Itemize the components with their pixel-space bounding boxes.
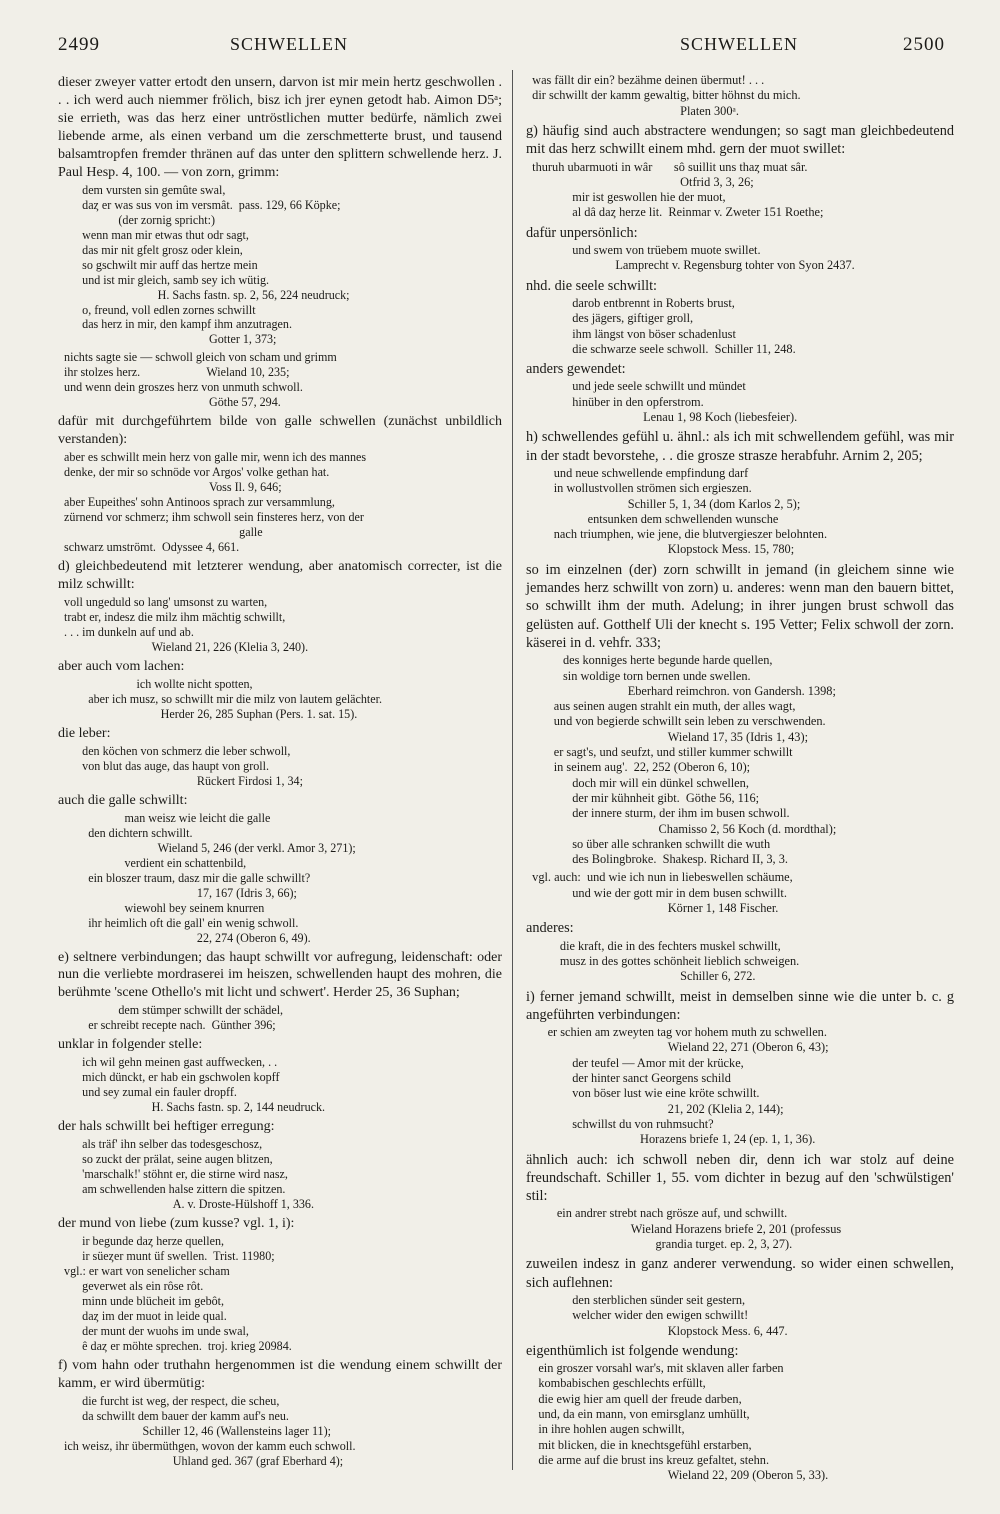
citation-block: ein andrer strebt nach grösze auf, und schwillt. Wieland Horazens briefe 2, 201 (professus grandia turget. ep. 2, 3, 27).: [556, 1206, 842, 1252]
citation-block: und neue schwellende empfindung darf in wollustvollen strömen sich ergieszen. Schiller 5, 1, 34 (dom Karlos 2, 5); entsunken dem schwellenden wunsche nach triumphen, wie jene, die blutvergieszer belohnten. Klopstock Mess. 15, 780;: [553, 465, 828, 557]
entry-paragraph: zuweilen indesz in ganz anderer verwendung. so wider einen schwellen, sich auflehnen:: [526, 1256, 954, 1291]
right-page-number: 2500: [903, 34, 945, 55]
citation-block: ein groszer vorsahl war's, mit sklaven aller farben kombabischen geschlechts erfüllt, die ewig hier am quell der freude darben, und, da ein mann, von emirsglanz umhüllt, in ihre hohlen augen schwillt, mit blicken, die in knechtsgefühl erstarben, die arme auf die brust ins kreuz gefaltet, stehn. Wieland 22, 209 (Oberon 5, 33).: [538, 1361, 829, 1483]
entry-paragraph: aber auch vom lachen:: [58, 658, 185, 674]
left-running-title: SCHWELLEN: [230, 34, 348, 54]
entry-paragraph: h) schwellendes gefühl u. ähnl.: als ich mit schwellendem gefühl, was mir in der stadt bevorstehe, . . die grosze strasze herabfuhr. Arnim 2, 205;: [526, 429, 954, 464]
citation-block: und swem von trüebem muote swillet. Lamprecht v. Regensburg tohter von Syon 2437.: [572, 243, 855, 273]
entry-paragraph: so im einzelnen (der) zorn schwillt in jemand (in gleichem sinne wie jemandes herz schwillt von zorn) u. anderes: wenn man den bauern bittet, so schwillt ihm der muth. Adelung; in ihrer jungen brust schwoll das gelüsten auf. Gotthelf Uli der knecht s. 195 Vetter; Felix schwoll der zorn. käserei in d. vehfr. 333;: [526, 561, 954, 651]
citation-block: dem stümper schwillt der schädel, er schreibt recepte nach. Günther 396;: [88, 1003, 284, 1033]
entry-paragraph: nhd. die seele schwillt:: [526, 277, 658, 294]
left-column: [58, 72, 502, 1472]
entry-paragraph: der hals schwillt bei heftiger erregung:: [58, 1119, 275, 1135]
citation-block: den köchen von schmerz die leber schwoll, von blut das auge, das haupt von groll. Rückert Firdosi 1, 34;: [82, 743, 303, 788]
entry-paragraph: f) vom hahn oder truthahn hergenommen ist die wendung einem schwillt der kamm, er wird übermütig:: [58, 1357, 502, 1391]
entry-paragraph: anders gewendet:: [526, 361, 626, 378]
citation-block: dem vursten sin gemûte swal, daȥ er was sus von im versmât. pass. 129, 66 Köpke; (der zornig spricht:) wenn man mir etwas thut odr sagt, das mir nit gfelt grosz oder klein, so gschwilt mir auff das hertze mein und ist mir gleich, samb sey ich wütig. H. Sachs fastn. sp. 2, 56, 224 neudruck; o, freund, voll edlen zornes schwillt das herz in mir, den kampf ihm anzutragen. Gotter 1, 373;: [82, 182, 350, 347]
entry-paragraph: dafür mit durchgeführtem bilde von galle schwellen (zunächst unbildlich verstanden):: [58, 414, 502, 448]
right-running-title: SCHWELLEN: [680, 34, 798, 54]
entry-paragraph: der mund von liebe (zum kusse? vgl. 1, i):: [58, 1216, 295, 1232]
entry-paragraph: anderes:: [526, 920, 574, 937]
citation-block: des konniges herte begunde harde quellen, sin woldige torn bernen unde swellen. Eberhard reimchron. von Gandersh. 1398; aus seinen augen strahlt ein muth, der alles wagt, und von begierde schwillt sein leben zu verschwenden. Wieland 17, 35 (Idris 1, 43); er sagt's, und seufzt, und stiller kummer schwillt in seinem aug'. 22, 252 (Oberon 6, 10); doch mir will ein dünkel schwellen, der mir kühnheit gibt. Göthe 56, 116; der innere sturm, der ihm im busen schwoll. Chamisso 2, 56 Koch (d. mordthal); so über alle schranken schwillt die wuth des Bolingbroke. Shakesp. Richard II, 3, 3.: [553, 653, 837, 867]
citation-block: ir begunde daȥ herze quellen, ir süeȥer munt üf swellen. Trist. 11980; vgl.: er wart von senelicher scham geverwet als ein rôse rôt. minn unde blücheit im gebôt, daȥ im der muot in leide qual. der munt der wuohs im unde swal, ê daȥ er möhte sprechen. troj. krieg 20984.: [64, 1234, 292, 1353]
citation-block: die kraft, die in des fechters muskel schwillt, musz in des gottes schönheit lieblich schweigen. Schiller 6, 272.: [559, 938, 800, 984]
citation-block: man weisz wie leicht die galle den dichtern schwillt. Wieland 5, 246 (der verkl. Amor 3, 271); verdient ein schattenbild, ein bloszer traum, dasz mir die galle schwillt? 17, 167 (Idris 3, 66); wiewohl bey seinem knurren ihr heimlich oft die gall' ein wenig schwoll. 22, 274 (Oberon 6, 49).: [88, 810, 356, 945]
entry-paragraph: eigenthümlich ist folgende wendung:: [526, 1342, 739, 1359]
citation-block: was fällt dir ein? bezähme deinen übermut! . . . dir schwillt der kamm gewaltig, bitter höhnst du mich. Platen 300ᵃ.: [532, 73, 801, 118]
citation-block: die furcht ist weg, der respect, die scheu, da schwillt dem bauer der kamm auf's neu. Schiller 12, 46 (Wallensteins lager 11); ich weisz, ihr übermüthgen, wovon der kamm euch schwoll. Uhland ged. 367 (graf Eberhard 4);: [64, 1393, 356, 1468]
citation-block: voll ungeduld so lang' umsonst zu warten, trabt er, indesz die milz ihm mächtig schwillt, . . . im dunkeln auf und ab. Wieland 21, 226 (Klelia 3, 240).: [64, 595, 309, 654]
citation-block: ich wil gehn meinen gast auffwecken, . . mich dünckt, er hab ein gschwolen kopff und sey zumal ein fauler dropff. H. Sachs fastn. sp. 2, 144 neudruck.: [82, 1055, 326, 1115]
entry-paragraph: i) ferner jemand schwillt, meist in demselben sinne wie die unter b. c. g angeführten verbindungen:: [526, 988, 954, 1023]
citation-block: vgl. auch: und wie ich nun in liebeswellen schäume, und wie der gott mir in dem busen schwillt. Körner 1, 148 Fischer.: [532, 870, 793, 916]
entry-paragraph: ähnlich auch: ich schwoll neben dir, denn ich war stolz auf deine freundschaft. Schiller 1, 55. vom dichter in bezug auf den 'schwülstigen' stil:: [526, 1151, 954, 1205]
citation-block: darob entbrennt in Roberts brust, des jägers, giftiger groll, ihm längst von böser schadenlust die schwarze seele schwoll. Schiller 11, 248.: [572, 295, 796, 356]
citation-block: aber es schwillt mein herz von galle mir, wenn ich des mannes denke, der mir so schnöde vor Argos' volke gethan hat. Voss Il. 9, 646; aber Eupeithes' sohn Antinoos sprach zur versammlung, zürnend vor schmerz; ihm schwoll sein finsteres herz, von der galle schwarz umströmt. Odyssee 4, 661.: [64, 450, 367, 555]
citation-block: und jede seele schwillt und mündet hinüber in den opferstrom. Lenau 1, 98 Koch (liebesfeier).: [572, 379, 798, 425]
entry-paragraph: dieser zweyer vatter ertodt den unsern, darvon ist mir mein hertz geschwollen . . . ich werd auch niemmer frölich, bisz ich jrer eynen getodt hab. Aimon D5ᵃ; sie errieth, was das herz einer untröstlichen mutter bedürfe, nämlich zwei liebende arme, als einen verband um die zerschmetterte brust, und tausend balsamtropfen fremder thränen auf das unter den splittern schwellende herz. J. Paul Hesp. 4, 100. — von zorn, grimm:: [58, 75, 502, 180]
entry-paragraph: g) häufig sind auch abstractere wendungen; so sagt man gleichbedeutend mit das herz schwillt einem mhd. gern der muot swillet:: [526, 122, 954, 158]
citation-block: den sterblichen sünder seit gestern, welcher wider den ewigen schwillt! Klopstock Mess. 6, 447.: [572, 1292, 788, 1338]
citation-block: nichts sagte sie — schwoll gleich von scham und grimm ihr stolzes herz. Wieland 10, 235; und wenn dein groszes herz von unmuth schwoll. Göthe 57, 294.: [64, 350, 337, 410]
left-page-number: 2499: [58, 34, 100, 55]
citation-block: er schien am zweyten tag vor hohem muth zu schwellen. Wieland 22, 271 (Oberon 6, 43); der teufel — Amor mit der krücke, der hinter sanct Georgens schild von böser lust wie eine kröte schwillt. 21, 202 (Klelia 2, 144); schwillst du von ruhmsucht? Horazens briefe 1, 24 (ep. 1, 1, 36).: [547, 1025, 829, 1147]
citation-block: als träf' ihn selber das todesgeschosz, so zuckt der prälat, seine augen blitzen, 'marschalk!' stöhnt er, die stirne wird nasz, am schwellenden halse zittern die spitzen. A. v. Droste-Hülshoff 1, 336.: [82, 1137, 314, 1212]
entry-paragraph: dafür unpersönlich:: [526, 224, 638, 241]
right-column: [526, 72, 954, 1487]
entry-paragraph: die leber:: [58, 725, 111, 741]
entry-paragraph: d) gleichbedeutend mit letzterer wendung, aber anatomisch correcter, ist die milz schwillt:: [58, 559, 502, 593]
entry-paragraph: e) seltnere verbindungen; das haupt schwillt vor aufregung, leidenschaft: oder nun die verliebte mordraserei im heiszen, schwellenden haupt des mohren, die berühmte 'scene Othello's mit licht und schwert'. Herder 25, 36 Suphan;: [58, 949, 502, 1001]
entry-paragraph: unklar in folgender stelle:: [58, 1037, 203, 1053]
entry-paragraph: auch die galle schwillt:: [58, 792, 188, 808]
citation-block: ich wollte nicht spotten, aber ich musz, so schwillt mir die milz von lautem gelächter. Herder 26, 285 Suphan (Pers. 1. sat. 15).: [88, 676, 383, 721]
column-divider: [512, 70, 513, 1470]
citation-block: thuruh ubarmuoti in wâr sô suillit uns thaȥ muat sâr. Otfrid 3, 3, 26; mir ist geswollen hie der muot, al dâ daȥ herze lit. Reinmar v. Zweter 151 Roethe;: [532, 159, 824, 220]
